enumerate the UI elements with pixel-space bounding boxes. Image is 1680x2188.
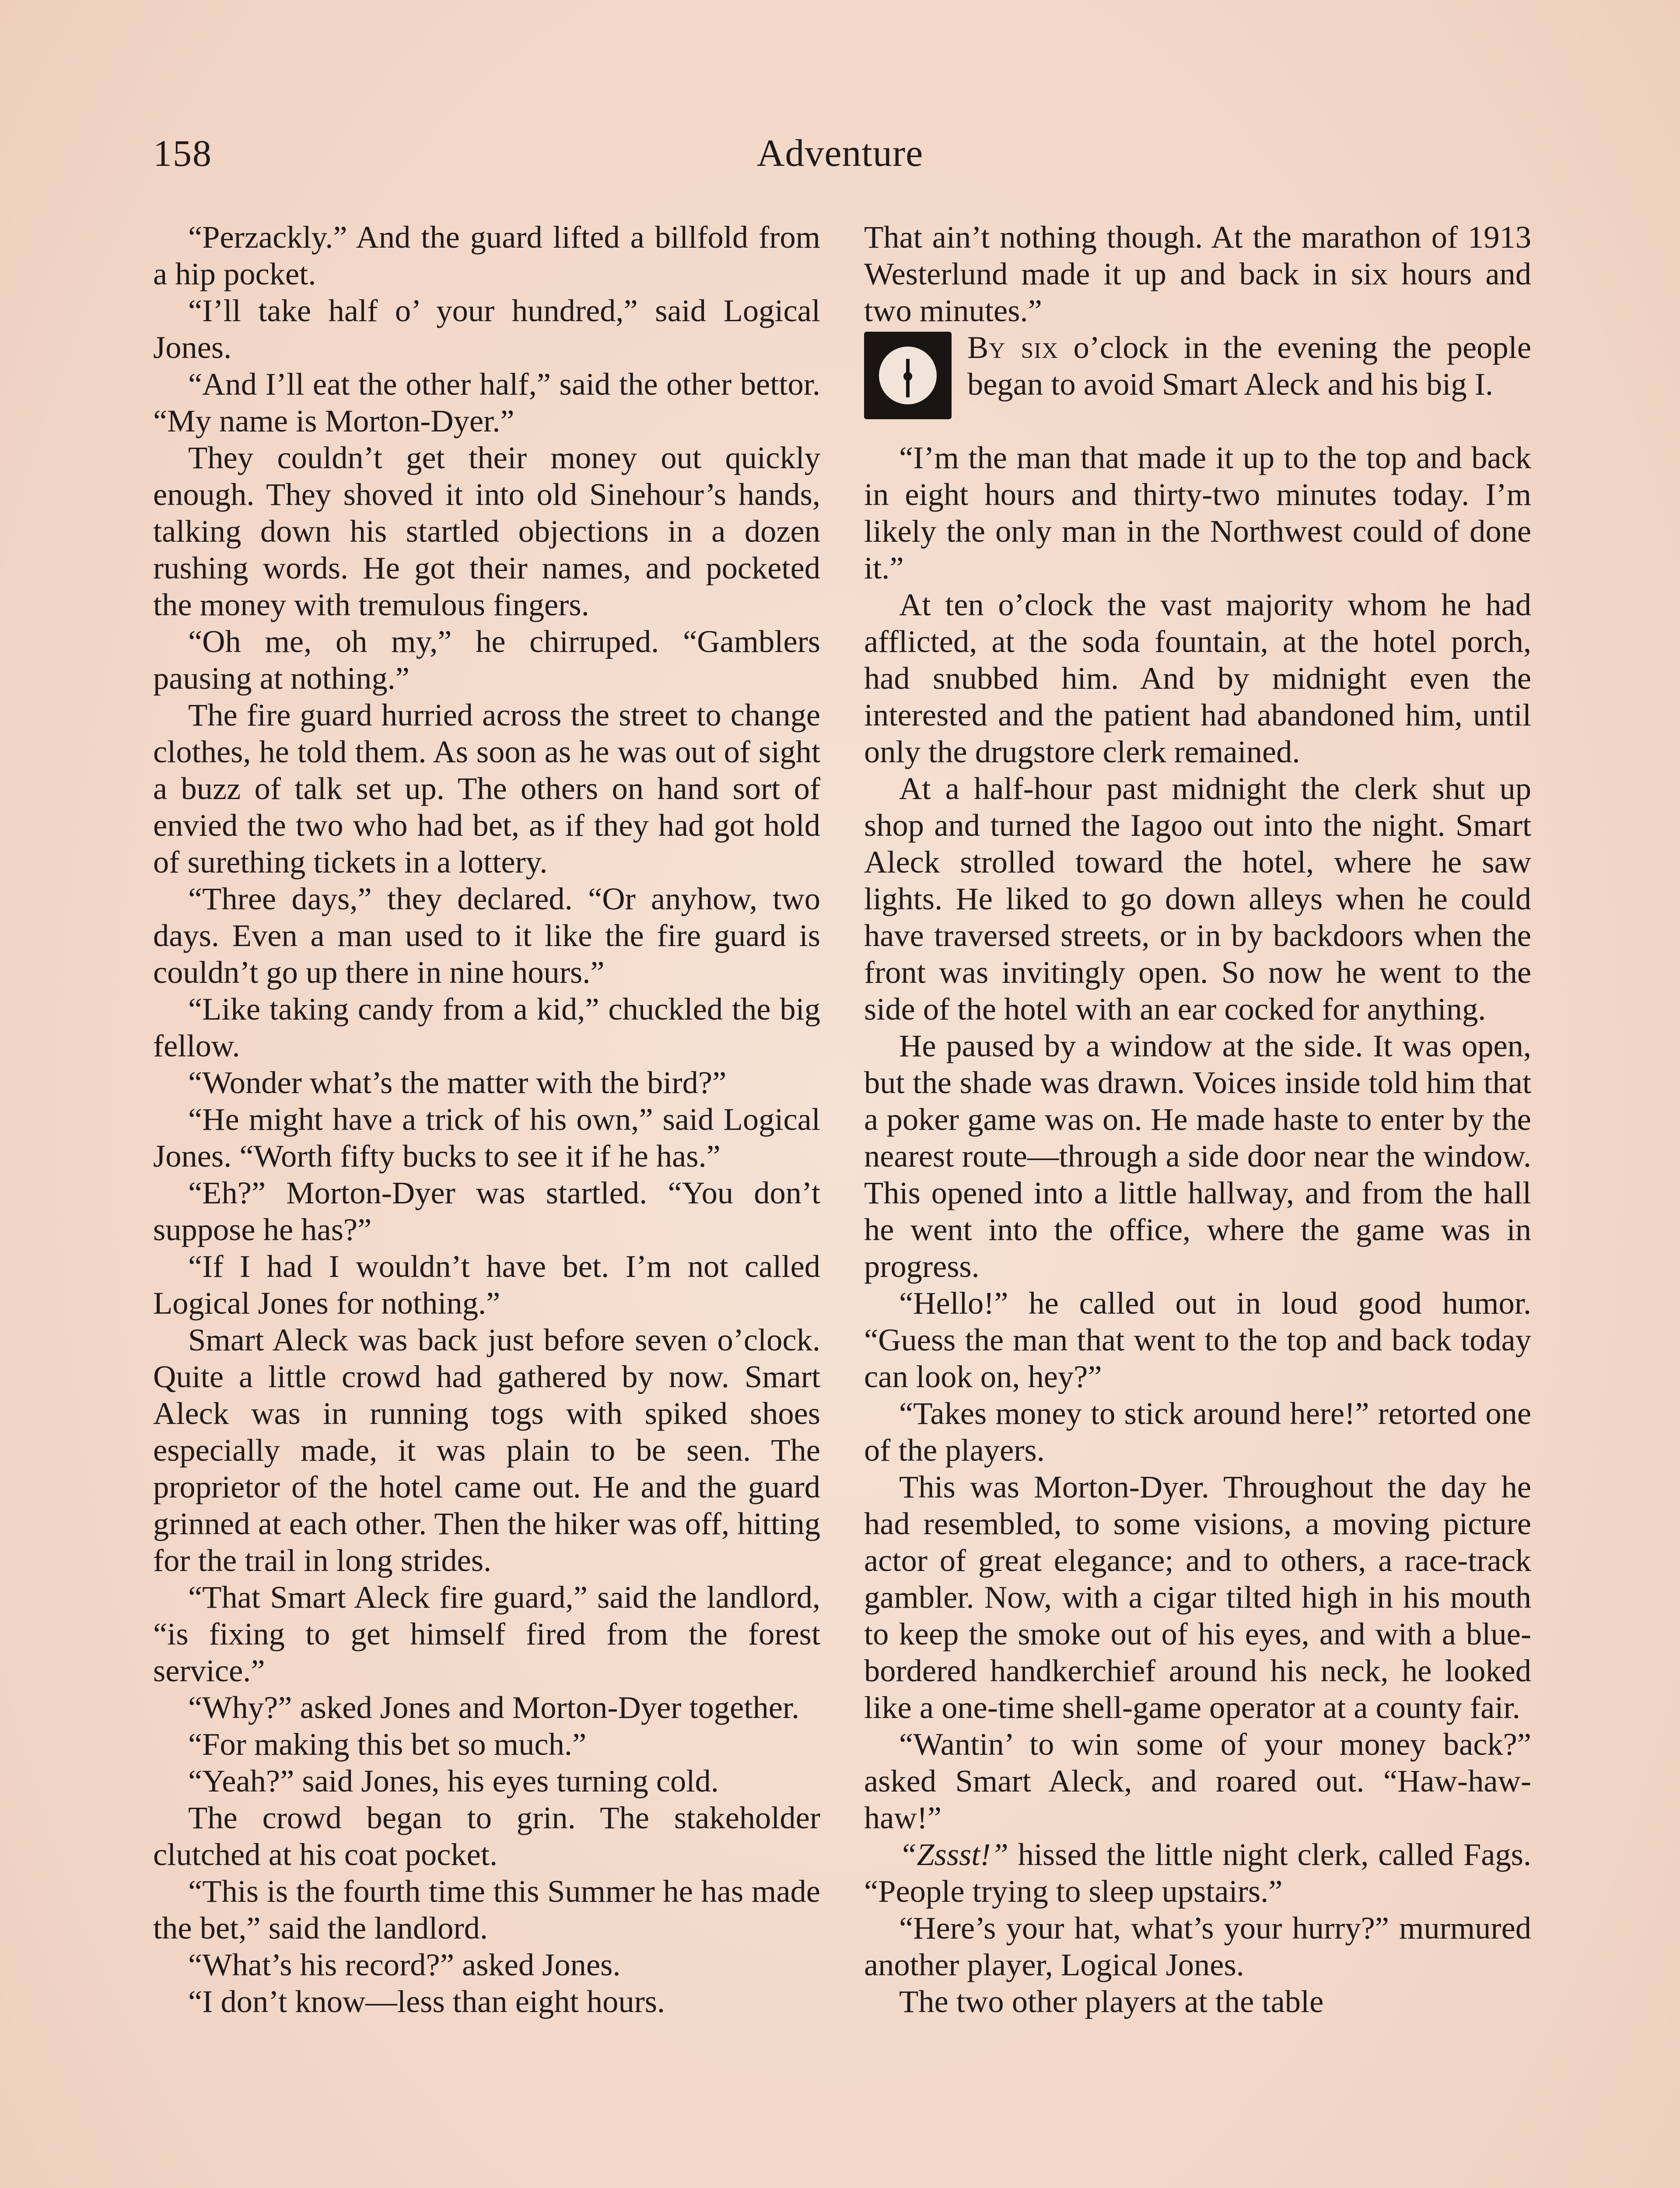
paragraph: The crowd began to grin. The stakeholder clutched at his coat pocket. [153, 1800, 820, 1872]
paragraph: “I don’t know—less than eight hours. [188, 1984, 665, 2019]
paragraph: “What’s his record?” asked Jones. [188, 1947, 621, 1982]
italic-exclamation: “Zssst!” [899, 1837, 1008, 1872]
left-column [153, 219, 820, 2020]
paragraph: “I’ll take half o’ your hundred,” said Logical Jones. [153, 293, 820, 365]
page-number: 158 [153, 132, 212, 174]
paragraph: “For making this bet so much.” [188, 1726, 587, 1762]
paragraph: At a half-hour past midnight the clerk shut up shop and turned the Iagoo out into the night. Smart Aleck strolled toward the hotel, where he saw lights. He liked to go down alleys when he could have traversed streets, or in by backdoors when the front was invitingly open. So now he went to the side of the hotel with an ear cocked for anything. [864, 771, 1531, 1027]
paragraph: “Yeah?” said Jones, his eyes turning cold. [188, 1763, 719, 1799]
paragraph: “Takes money to stick around here!” retorted one of the players. [864, 1396, 1531, 1468]
paragraph: This was Morton-Dyer. Throughout the day he had resembled, to some visions, a moving picture actor of great elegance; and to others, a race-track gambler. Now, with a cigar tilted high in his mouth to keep the smoke out of his eyes, and with a blue-bordered handkerchief around his neck, he looked like a one-time shell-game operator at a county fair. [864, 1469, 1531, 1725]
paragraph: “Eh?” Morton-Dyer was startled. “You don’t suppose he has?” [153, 1175, 820, 1247]
paragraph: “Why?” asked Jones and Morton-Dyer together. [188, 1690, 800, 1725]
clock-icon [864, 332, 952, 419]
paragraph: The fire guard hurried across the street to change clothes, he told them. As soon as he was out of sight a buzz of talk set up. The others on hand sort of envied the two who had bet, as if they had got hold of surething tickets in a lottery. [153, 697, 820, 880]
paragraph: “Wonder what’s the matter with the bird?” [188, 1065, 727, 1100]
paragraph: They couldn’t get their money out quickly enough. They shoved it into old Sinehour’s hands, talking down his startled objections in a dozen rushing words. He got their names, and pocketed the money with tremulous fingers. [153, 440, 820, 622]
paragraph-text: hissed the little night clerk, called Fags. “People trying to sleep upstairs.” [864, 1837, 1531, 1909]
paragraph: “I’m the man that made it up to the top and back in eight hours and thirty-two minutes today. I’m likely the only man in the Northwest could of done it.” [864, 440, 1531, 586]
opening-small-caps: By six [967, 330, 1058, 365]
paragraph: “And I’ll eat the other half,” said the other bettor. “My name is Morton-Dyer.” [153, 366, 820, 438]
right-column [864, 219, 1531, 2020]
paragraph: “Like taking candy from a kid,” chuckled the big fellow. [153, 991, 820, 1063]
section-opening-paragraph [864, 329, 1531, 439]
paragraph: Smart Aleck was back just before seven o’clock. Quite a little crowd had gathered by now. Smart Aleck was in running togs with spiked shoes especially made, it was plain to be seen. The proprietor of the hotel came out. He and the guard grinned at each other. Then the hiker was off, hitting for the trail in long strides. [153, 1322, 820, 1578]
paragraph: “If I had I wouldn’t have bet. I’m not called Logical Jones for nothing.” [153, 1248, 820, 1321]
paragraph: The two other players at the table [899, 1984, 1324, 2019]
paragraph: “Here’s your hat, what’s your hurry?” murmured another player, Logical Jones. [864, 1910, 1531, 1982]
running-head: Adventure [756, 132, 924, 175]
paragraph [864, 1836, 1531, 1910]
paragraph: “Three days,” they declared. “Or anyhow, two days. Even a man used to it like the fire guard is couldn’t go up there in nine hours.” [153, 881, 820, 990]
paragraph: “This is the fourth time this Summer he has made the bet,” said the landlord. [153, 1873, 820, 1946]
paragraph: “Wantin’ to win some of your money back?” asked Smart Aleck, and roared out. “Haw-haw-haw!” [864, 1726, 1531, 1835]
paragraph: He paused by a window at the side. It was open, but the shade was drawn. Voices inside told him that a poker game was on. He made haste to enter by the nearest route—through a side door near the window. This opened into a little hallway, and from the hall he went into the office, where the game was in progress. [864, 1028, 1531, 1284]
opening-text: o’clock in the evening the people began to avoid Smart Aleck and his big I. [967, 330, 1531, 402]
continued-paragraph: That ain’t nothing though. At the marathon of 1913 Westerlund made it up and back in six hours and two minutes.” [864, 219, 1531, 328]
paragraph: “Oh me, oh my,” he chirruped. “Gamblers pausing at nothing.” [153, 624, 820, 696]
clock-face [875, 343, 940, 408]
paragraph: “He might have a trick of his own,” said Logical Jones. “Worth fifty bucks to see it if he has.” [153, 1101, 820, 1174]
paragraph: At ten o’clock the vast majority whom he had afflicted, at the soda fountain, at the hotel porch, had snubbed him. And by midnight even the interested and the patient had abandoned him, until only the drugstore clerk remained. [864, 587, 1531, 769]
paragraph: “That Smart Aleck fire guard,” said the landlord, “is fixing to get himself fired from the forest service.” [153, 1579, 820, 1688]
paragraph: “Hello!” he called out in loud good humor. “Guess the man that went to the top and back today can look on, hey?” [864, 1285, 1531, 1394]
paragraph: “Perzackly.” And the guard lifted a billfold from a hip pocket. [153, 219, 820, 291]
